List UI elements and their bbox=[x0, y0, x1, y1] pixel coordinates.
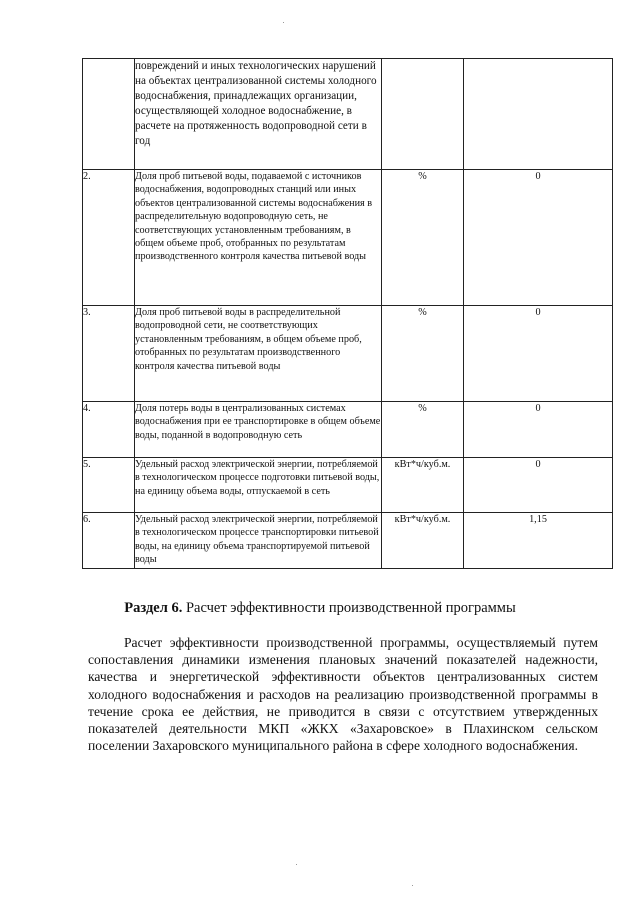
row-number: 3. bbox=[83, 306, 135, 402]
unit-of-measure: % bbox=[382, 170, 464, 306]
table-row bbox=[83, 458, 613, 513]
section-number: Раздел 6. bbox=[124, 600, 183, 616]
unit-of-measure: % bbox=[382, 402, 464, 458]
scan-speck bbox=[296, 864, 297, 865]
row-number: 6. bbox=[83, 513, 135, 569]
table-row bbox=[83, 306, 613, 402]
unit-of-measure: кВт*ч/куб.м. bbox=[382, 513, 464, 569]
indicator-name: Доля проб питьевой воды, подаваемой с источников водоснабжения, водопроводных станций или иных объектов централизованной системы водоснабжения в распределительную водопроводную сеть, не соответствующих установленным требованиям, в общем объеме проб, отобранных по результатам производственного контроля качества питьевой воды bbox=[135, 170, 382, 306]
indicator-value: 0 bbox=[464, 170, 613, 306]
indicator-value: 1,15 bbox=[464, 513, 613, 569]
indicator-name: Доля проб питьевой воды в распределительной водопроводной сети, не соответствующих установленным требованиям, в общем объеме проб, отобранных по результатам производственного контроля качества питьевой воды bbox=[135, 306, 382, 402]
section-heading-text: Расчет эффективности производственной программы bbox=[182, 600, 516, 616]
indicator-value: 0 bbox=[464, 402, 613, 458]
table-row bbox=[83, 402, 613, 458]
row-number: 4. bbox=[83, 402, 135, 458]
table-row bbox=[83, 59, 613, 170]
indicators-table bbox=[82, 58, 613, 569]
row-number: 2. bbox=[83, 170, 135, 306]
indicator-value bbox=[464, 59, 613, 170]
table-row bbox=[83, 513, 613, 569]
scan-speck bbox=[283, 22, 284, 23]
row-number bbox=[83, 59, 135, 170]
body-paragraph: Расчет эффективности производственной программы, осуществляемый путем сопоставления динамики изменения плановых значений показателей надежности, качества и энергетической эффективности объектов централизованных систем холодного водоснабжения и расходов на реализацию производственной программы в течение срока ее действия, не приводится в связи с отсутствием утвержденных показателей деятельности МКП «ЖКХ «Захаровское» в Плахинском сельском поселении Захаровского муниципального района в сфере холодного водоснабжения. bbox=[88, 635, 598, 754]
indicator-value: 0 bbox=[464, 306, 613, 402]
indicator-value: 0 bbox=[464, 458, 613, 513]
table-row bbox=[83, 170, 613, 306]
section-title bbox=[0, 600, 640, 617]
indicator-name: повреждений и иных технологических нарушений на объектах централизованной системы холодного водоснабжения, принадлежащих организации, осуществляющей холодное водоснабжение, в расчете на протяженность водопроводной сети в год bbox=[135, 59, 382, 170]
scan-speck bbox=[412, 885, 413, 886]
unit-of-measure: кВт*ч/куб.м. bbox=[382, 458, 464, 513]
row-number: 5. bbox=[83, 458, 135, 513]
indicator-name: Удельный расход электрической энергии, потребляемой в технологическом процессе подготовки питьевой воды, на единицу объема воды, отпускаемой в сеть bbox=[135, 458, 382, 513]
unit-of-measure: % bbox=[382, 306, 464, 402]
indicator-name: Доля потерь воды в централизованных системах водоснабжения при ее транспортировке в общем объеме воды, поданной в водопроводную сеть bbox=[135, 402, 382, 458]
indicator-name: Удельный расход электрической энергии, потребляемой в технологическом процессе транспортировки питьевой воды, на единицу объема транспортируемой питьевой воды bbox=[135, 513, 382, 569]
unit-of-measure bbox=[382, 59, 464, 170]
